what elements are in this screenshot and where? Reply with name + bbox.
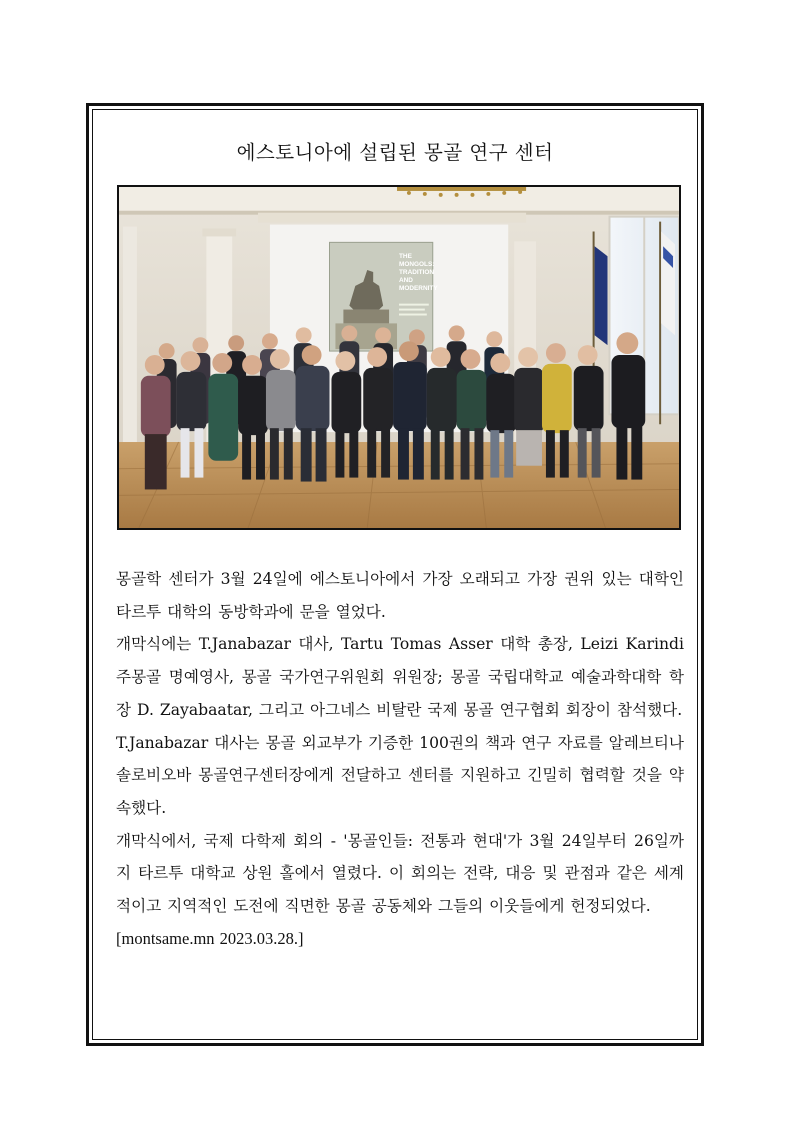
article-source: [montsame.mn 2023.03.28.] xyxy=(116,928,304,948)
photo-pillar-left xyxy=(123,227,137,454)
article-frame xyxy=(86,103,704,1046)
article-paragraph: 개막식에는 T.Janabazar 대사, Tartu Tomas Asser 대학 총장, Leizi Karindi 주몽골 명예영사, 몽골 국가연구위원회 위원장; 몽골 국립대학교 예술과학대학 학장 D. Zayabaatar, 그리고 아그네스 비탈란 국제 몽골 연구협회 회장이 참석했다. xyxy=(116,635,684,719)
article-body xyxy=(116,563,684,955)
article-paragraph: 개막식에서, 국제 다학제 회의 - '몽골인들: 전통과 현대'가 3월 24일부터 26일까지 타르투 대학교 상원 홀에서 열렸다. 이 회의는 전략, 대응 및 관점과 같은 세계적이고 지역적인 도전에 직면한 몽골 공동체와 그들의 이웃들에게 헌정되었다. xyxy=(116,831,684,916)
article-inner-frame xyxy=(92,109,698,1040)
article-title: 에스토니아에 설립된 몽골 연구 센터 xyxy=(236,141,554,164)
article-paragraph: T.Janabazar 대사는 몽골 외교부가 기증한 100권의 책과 연구 자료를 알레브티나 솔로비오바 몽골연구센터장에게 전달하고 센터를 지원하고 긴밀히 협력할 것을 약속했다. xyxy=(116,733,684,817)
photo-flag-blue xyxy=(595,246,608,345)
photo-screen-title: THE MONGOLS: TRADITION AND MODERNITY xyxy=(399,253,438,292)
article-paragraph: 몽골학 센터가 3월 24일에 에스토니아에서 가장 오래되고 가장 권위 있는 대학인 타르투 대학의 동방학과에 문을 열었다. xyxy=(116,570,684,621)
group-photo xyxy=(117,185,681,530)
